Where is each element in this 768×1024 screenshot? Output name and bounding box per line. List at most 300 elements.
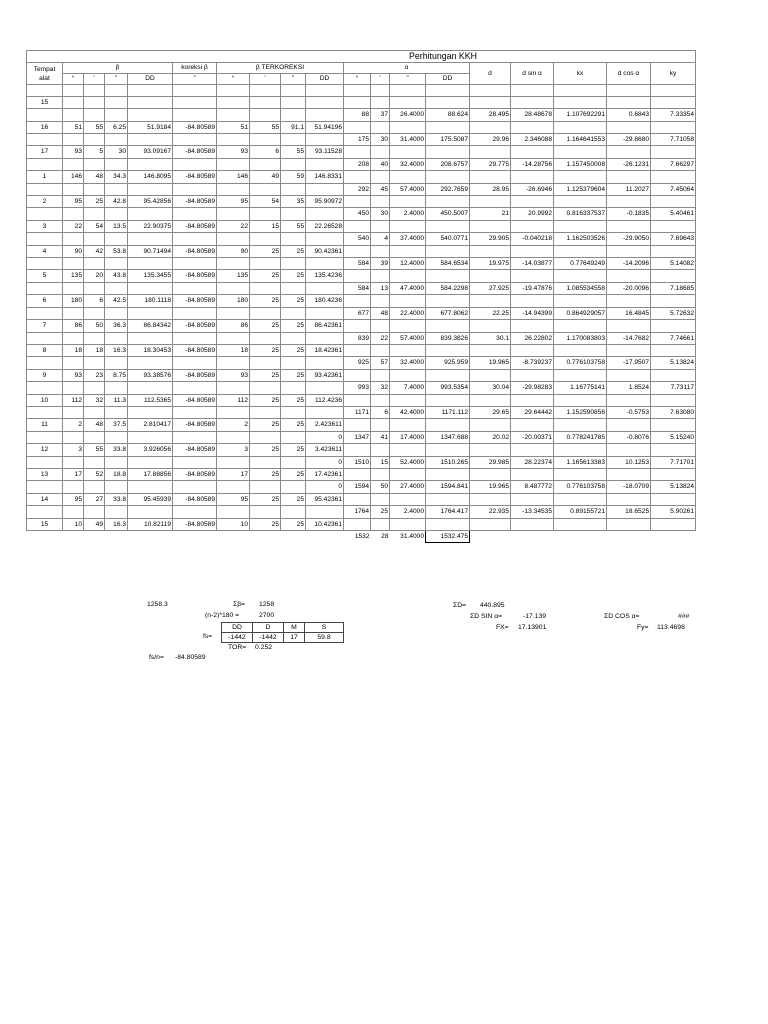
beta-kor-cell: -84.80589 xyxy=(173,196,217,208)
beta-dd-cell: 3.926056 xyxy=(128,444,173,456)
station-row xyxy=(27,171,696,183)
empty-cell xyxy=(217,531,250,543)
beta-tsec-cell: 25 xyxy=(281,369,306,381)
empty-cell xyxy=(250,282,281,294)
beta-deg-cell: 93 xyxy=(63,369,84,381)
alpha-dcos-cell: -14.2096 xyxy=(607,258,651,270)
beta-tmin-cell: 25 xyxy=(250,394,281,406)
empty-cell xyxy=(281,109,306,121)
alpha-dd-cell: 677.8062 xyxy=(426,307,470,319)
empty-cell xyxy=(281,406,306,418)
sum-dsin-value: -17.139 xyxy=(523,613,547,620)
empty-cell xyxy=(250,307,281,319)
empty-cell xyxy=(173,332,217,344)
alpha-dcos-cell: 18.6525 xyxy=(607,506,651,518)
empty-cell xyxy=(84,208,105,220)
empty-cell xyxy=(390,394,426,406)
empty-cell xyxy=(306,158,344,170)
empty-cell xyxy=(105,134,128,146)
empty-cell xyxy=(390,320,426,332)
beta-tsec-cell: 59 xyxy=(281,171,306,183)
empty-cell xyxy=(281,431,306,443)
empty-cell xyxy=(607,196,651,208)
empty-cell xyxy=(554,245,607,257)
empty-cell xyxy=(281,208,306,220)
empty-cell xyxy=(511,419,554,431)
beta-kor-cell: -84.80589 xyxy=(173,320,217,332)
empty-cell xyxy=(105,332,128,344)
empty-cell xyxy=(426,320,470,332)
empty-cell xyxy=(84,282,105,294)
beta-sec-cell: 42.8 xyxy=(105,196,128,208)
empty-cell xyxy=(371,220,390,232)
beta-tdd-cell: 22.26528 xyxy=(306,220,344,232)
station-number: 3 xyxy=(27,220,63,232)
beta-dd-cell: 93.38576 xyxy=(128,369,173,381)
empty-cell xyxy=(84,233,105,245)
empty-cell xyxy=(470,121,511,133)
empty-cell xyxy=(390,121,426,133)
beta-tmin-cell: 25 xyxy=(250,419,281,431)
alpha-sec-cell: 52.4000 xyxy=(390,456,426,468)
empty-cell xyxy=(217,134,250,146)
alpha-sec-cell: 42.4000 xyxy=(390,406,426,418)
beta-sec-cell: 30 xyxy=(105,146,128,158)
empty-cell xyxy=(651,196,696,208)
alpha-kx-cell: 0.89155721 xyxy=(554,506,607,518)
beta-min-cell: 55 xyxy=(84,121,105,133)
empty-cell xyxy=(63,183,84,195)
empty-cell xyxy=(554,295,607,307)
empty-cell xyxy=(105,406,128,418)
alpha-sec-cell: 7.4000 xyxy=(390,382,426,394)
empty-cell xyxy=(371,369,390,381)
empty-cell xyxy=(607,518,651,530)
empty-cell xyxy=(470,518,511,530)
empty-cell xyxy=(344,369,371,381)
empty-cell xyxy=(128,208,173,220)
empty-cell xyxy=(470,196,511,208)
beta-tdd-cell: 180.4236 xyxy=(306,295,344,307)
beta-deg-cell: 112 xyxy=(63,394,84,406)
empty-cell xyxy=(173,109,217,121)
empty-cell xyxy=(84,382,105,394)
empty-cell xyxy=(281,233,306,245)
empty-cell xyxy=(173,307,217,319)
beta-sec-cell: 13.5 xyxy=(105,220,128,232)
empty-cell xyxy=(470,220,511,232)
empty-cell xyxy=(344,171,371,183)
beta-deg-cell: 2 xyxy=(63,419,84,431)
fs-d: -1442 xyxy=(253,633,284,643)
empty-cell xyxy=(105,506,128,518)
alpha-dd-cell: 584.2298 xyxy=(426,282,470,294)
empty-cell xyxy=(607,96,651,108)
station-number: 11 xyxy=(27,419,63,431)
station-row xyxy=(27,493,696,505)
alpha-dd-cell: 540.0771 xyxy=(426,233,470,245)
beta-kor-cell: -84.80589 xyxy=(173,369,217,381)
beta-tmin-cell: 25 xyxy=(250,468,281,480)
alpha-sec-cell: 12.4000 xyxy=(390,258,426,270)
alpha-dcos-cell: 1.8524 xyxy=(607,382,651,394)
empty-cell xyxy=(306,233,344,245)
empty-cell xyxy=(250,382,281,394)
beta-tdd-cell: 112.4236 xyxy=(306,394,344,406)
empty-cell xyxy=(217,85,250,96)
n2-label: (n-2)*180 = xyxy=(205,612,240,619)
empty-cell xyxy=(217,382,250,394)
empty-cell xyxy=(651,394,696,406)
empty-cell xyxy=(250,183,281,195)
alpha-ky-cell: 5.13824 xyxy=(651,357,696,369)
empty-cell xyxy=(607,295,651,307)
empty-cell xyxy=(651,468,696,480)
station-number: 15 xyxy=(27,518,63,530)
empty-cell xyxy=(607,468,651,480)
alpha-dsin-cell: -0.040218 xyxy=(511,233,554,245)
alpha-dd-cell: 925.959 xyxy=(426,357,470,369)
alpha-min-cell: 40 xyxy=(371,158,390,170)
beta-tdd-cell xyxy=(306,96,344,108)
beta-tsec-cell: 25 xyxy=(281,270,306,282)
empty-cell xyxy=(250,233,281,245)
empty-cell xyxy=(63,208,84,220)
empty-cell xyxy=(426,394,470,406)
beta-tsec-cell: 25 xyxy=(281,518,306,530)
empty-cell xyxy=(390,85,426,96)
alpha-dcos-cell: -26.1231 xyxy=(607,158,651,170)
empty-cell xyxy=(344,146,371,158)
empty-cell xyxy=(651,171,696,183)
beta-tmin-cell: 25 xyxy=(250,245,281,257)
alpha-sec-cell: 17.4000 xyxy=(390,431,426,443)
empty-cell xyxy=(173,158,217,170)
empty-cell xyxy=(371,245,390,257)
empty-cell xyxy=(426,270,470,282)
empty-cell xyxy=(344,270,371,282)
alpha-ky-cell: 7.45064 xyxy=(651,183,696,195)
empty-cell xyxy=(511,518,554,530)
alpha-dcos-cell: -0.1835 xyxy=(607,208,651,220)
empty-cell xyxy=(554,196,607,208)
beta-tdeg-cell: 51 xyxy=(217,121,250,133)
empty-cell xyxy=(344,121,371,133)
alpha-row xyxy=(27,134,696,146)
empty-cell xyxy=(426,121,470,133)
fs-s: 59.8 xyxy=(305,633,344,643)
empty-cell xyxy=(607,493,651,505)
beta-min-cell: 48 xyxy=(84,171,105,183)
alpha-row xyxy=(27,332,696,344)
empty-cell xyxy=(63,431,84,443)
empty-cell xyxy=(63,531,84,543)
zero-cell: 0 xyxy=(306,431,344,443)
empty-cell xyxy=(128,183,173,195)
empty-cell xyxy=(128,258,173,270)
zero-cell: 0 xyxy=(306,481,344,493)
beta-dd-cell: 22.90375 xyxy=(128,220,173,232)
beta-kor-cell xyxy=(173,96,217,108)
alpha-min-cell: 13 xyxy=(371,282,390,294)
empty-cell xyxy=(217,158,250,170)
empty-cell xyxy=(426,419,470,431)
empty-cell xyxy=(105,85,128,96)
alpha-deg-cell: 925 xyxy=(344,357,371,369)
header-kx: kx xyxy=(554,63,607,85)
beta-tmin-cell: 54 xyxy=(250,196,281,208)
beta-tdeg-cell: 95 xyxy=(217,196,250,208)
station-number: 9 xyxy=(27,369,63,381)
empty-cell xyxy=(390,220,426,232)
empty-cell xyxy=(63,85,84,96)
empty-cell xyxy=(281,531,306,543)
alpha-kx-cell: 1.162503526 xyxy=(554,233,607,245)
beta-tmin-cell: 55 xyxy=(250,121,281,133)
empty-cell xyxy=(306,183,344,195)
empty-cell xyxy=(371,121,390,133)
beta-tdd-cell: 51.94196 xyxy=(306,121,344,133)
empty-cell xyxy=(281,506,306,518)
empty-cell xyxy=(390,270,426,282)
empty-cell xyxy=(651,146,696,158)
empty-cell xyxy=(128,282,173,294)
empty-cell xyxy=(281,382,306,394)
alpha-min-cell: 48 xyxy=(371,307,390,319)
empty-cell xyxy=(105,233,128,245)
alpha-kx-cell: 1.16775141 xyxy=(554,382,607,394)
alpha-dsin-cell: -13.34535 xyxy=(511,506,554,518)
alpha-kx-cell: 0.776103758 xyxy=(554,357,607,369)
header-beta-min: ' xyxy=(84,74,105,85)
station-row xyxy=(27,96,696,108)
beta-tsec-cell: 25 xyxy=(281,245,306,257)
station-number: 13 xyxy=(27,468,63,480)
alpha-dd-cell: 1171.112 xyxy=(426,406,470,418)
beta-sec-cell: 37.5 xyxy=(105,419,128,431)
empty-cell xyxy=(470,270,511,282)
alpha-d-cell: 29.985 xyxy=(470,456,511,468)
empty-cell xyxy=(554,518,607,530)
empty-cell xyxy=(217,456,250,468)
beta-min-cell: 49 xyxy=(84,518,105,530)
alpha-d-cell: 21 xyxy=(470,208,511,220)
alpha-deg-cell: 1171 xyxy=(344,406,371,418)
empty-cell xyxy=(27,183,63,195)
station-row xyxy=(27,295,696,307)
empty-cell xyxy=(371,96,390,108)
empty-cell xyxy=(173,406,217,418)
alpha-kx-cell: 1.170083803 xyxy=(554,332,607,344)
beta-dd-cell: 51.9184 xyxy=(128,121,173,133)
empty-cell xyxy=(371,394,390,406)
empty-cell xyxy=(27,85,63,96)
beta-tmin-cell: 25 xyxy=(250,444,281,456)
empty-cell xyxy=(217,357,250,369)
alpha-dd-cell: 1510.265 xyxy=(426,456,470,468)
alpha-dd-cell: 584.6534 xyxy=(426,258,470,270)
beta-deg-cell: 180 xyxy=(63,295,84,307)
beta-kor-cell: -84.80589 xyxy=(173,518,217,530)
empty-cell xyxy=(344,85,371,96)
beta-tdd-cell: 17.42361 xyxy=(306,468,344,480)
empty-cell xyxy=(344,245,371,257)
station-number: 7 xyxy=(27,320,63,332)
empty-cell xyxy=(128,531,173,543)
empty-cell xyxy=(651,295,696,307)
station-row xyxy=(27,245,696,257)
alpha-kx-cell: 1.085534558 xyxy=(554,282,607,294)
alpha-dsin-cell: 2.346088 xyxy=(511,134,554,146)
alpha-ky-cell: 7.71058 xyxy=(651,134,696,146)
empty-cell xyxy=(607,531,651,543)
beta-min-cell: 48 xyxy=(84,419,105,431)
empty-cell xyxy=(554,96,607,108)
alpha-dsin-cell: 26.22802 xyxy=(511,332,554,344)
empty-cell xyxy=(390,96,426,108)
alpha-deg-cell: 1510 xyxy=(344,456,371,468)
station-number: 5 xyxy=(27,270,63,282)
empty-cell xyxy=(426,295,470,307)
empty-cell xyxy=(250,481,281,493)
station-row xyxy=(27,468,696,480)
empty-cell xyxy=(27,307,63,319)
beta-tdeg-cell: 180 xyxy=(217,295,250,307)
empty-cell xyxy=(511,493,554,505)
empty-cell xyxy=(105,481,128,493)
fsn-label: fs/n= xyxy=(149,654,164,661)
empty-cell xyxy=(105,531,128,543)
empty-cell xyxy=(84,134,105,146)
alpha-d-cell: 19.965 xyxy=(470,357,511,369)
beta-tdeg-cell: 18 xyxy=(217,344,250,356)
empty-cell xyxy=(84,158,105,170)
empty-cell xyxy=(651,121,696,133)
empty-cell xyxy=(511,220,554,232)
empty-cell xyxy=(651,245,696,257)
beta-tdd-cell: 18.42361 xyxy=(306,344,344,356)
beta-kor-cell: -84.80589 xyxy=(173,419,217,431)
alpha-ky-cell: 7.74661 xyxy=(651,332,696,344)
station-number: 12 xyxy=(27,444,63,456)
beta-deg-cell xyxy=(63,96,84,108)
alpha-row xyxy=(27,109,696,121)
alpha-d-cell: 20.02 xyxy=(470,431,511,443)
empty-cell xyxy=(511,196,554,208)
empty-cell xyxy=(128,158,173,170)
sum-dsin-label: ΣD SIN α= xyxy=(470,613,503,620)
empty-cell xyxy=(128,134,173,146)
station-number: 10 xyxy=(27,394,63,406)
sum-d-label: ΣD= xyxy=(453,602,467,609)
empty-cell xyxy=(63,357,84,369)
empty-cell xyxy=(84,406,105,418)
alpha-deg-cell: 450 xyxy=(344,208,371,220)
empty-cell xyxy=(344,196,371,208)
empty-cell xyxy=(511,171,554,183)
beta-tsec-cell: 25 xyxy=(281,444,306,456)
empty-cell xyxy=(217,506,250,518)
empty-cell xyxy=(306,332,344,344)
alpha-dd-cell: 839.3826 xyxy=(426,332,470,344)
empty-cell xyxy=(105,183,128,195)
beta-tsec-cell xyxy=(281,96,306,108)
alpha-min-cell: 30 xyxy=(371,208,390,220)
empty-cell xyxy=(390,468,426,480)
empty-cell xyxy=(250,531,281,543)
empty-cell xyxy=(371,146,390,158)
alpha-ky-cell: 7.33354 xyxy=(651,109,696,121)
alpha-deg-cell: 88 xyxy=(344,109,371,121)
empty-cell xyxy=(426,369,470,381)
empty-cell xyxy=(607,121,651,133)
empty-cell xyxy=(554,468,607,480)
fs-dd: -1442 xyxy=(222,633,253,643)
empty-cell xyxy=(554,369,607,381)
alpha-ky-cell: 7.71701 xyxy=(651,456,696,468)
empty-cell xyxy=(128,233,173,245)
beta-deg-cell: 86 xyxy=(63,320,84,332)
beta-tsec-cell: 25 xyxy=(281,295,306,307)
alpha-ky-cell: 7.63080 xyxy=(651,406,696,418)
empty-cell xyxy=(63,307,84,319)
alpha-row xyxy=(27,431,696,443)
empty-cell xyxy=(306,506,344,518)
beta-tmin-cell: 25 xyxy=(250,344,281,356)
alpha-d-cell: 29.775 xyxy=(470,158,511,170)
beta-sec-cell: 6.25 xyxy=(105,121,128,133)
beta-tdd-cell: 135.4236 xyxy=(306,270,344,282)
beta-sec-cell: 16.3 xyxy=(105,518,128,530)
beta-tdd-cell: 146.8331 xyxy=(306,171,344,183)
alpha-sec-cell: 2.4000 xyxy=(390,208,426,220)
empty-cell xyxy=(128,307,173,319)
empty-cell xyxy=(607,444,651,456)
header-terkoreksi-deg: ° xyxy=(217,74,250,85)
station-number: 8 xyxy=(27,344,63,356)
empty-cell xyxy=(217,332,250,344)
empty-cell xyxy=(128,85,173,96)
empty-cell xyxy=(511,344,554,356)
sheet-title: Perhitungan KKH xyxy=(27,51,696,63)
empty-cell xyxy=(306,134,344,146)
empty-cell xyxy=(281,481,306,493)
header-terkoreksi-sec: " xyxy=(281,74,306,85)
empty-cell xyxy=(306,357,344,369)
empty-cell xyxy=(426,196,470,208)
beta-deg-cell: 95 xyxy=(63,196,84,208)
empty-cell xyxy=(105,208,128,220)
empty-cell xyxy=(390,146,426,158)
empty-cell xyxy=(173,531,217,543)
empty-cell xyxy=(173,85,217,96)
empty-cell xyxy=(84,531,105,543)
beta-tdd-cell: 93.42361 xyxy=(306,369,344,381)
alpha-sec-cell: 31.4000 xyxy=(390,134,426,146)
header-d-cos: d cos α xyxy=(607,63,651,85)
beta-kor-cell: -84.80589 xyxy=(173,171,217,183)
beta-deg-cell: 51 xyxy=(63,121,84,133)
empty-cell xyxy=(306,208,344,220)
beta-tdeg-cell: 146 xyxy=(217,171,250,183)
beta-min-cell: 6 xyxy=(84,295,105,307)
alpha-deg-cell: 584 xyxy=(344,258,371,270)
alpha-dcos-cell: -0.5753 xyxy=(607,406,651,418)
empty-cell xyxy=(554,320,607,332)
empty-cell xyxy=(173,183,217,195)
empty-cell xyxy=(651,96,696,108)
alpha-d-cell: 22.935 xyxy=(470,506,511,518)
